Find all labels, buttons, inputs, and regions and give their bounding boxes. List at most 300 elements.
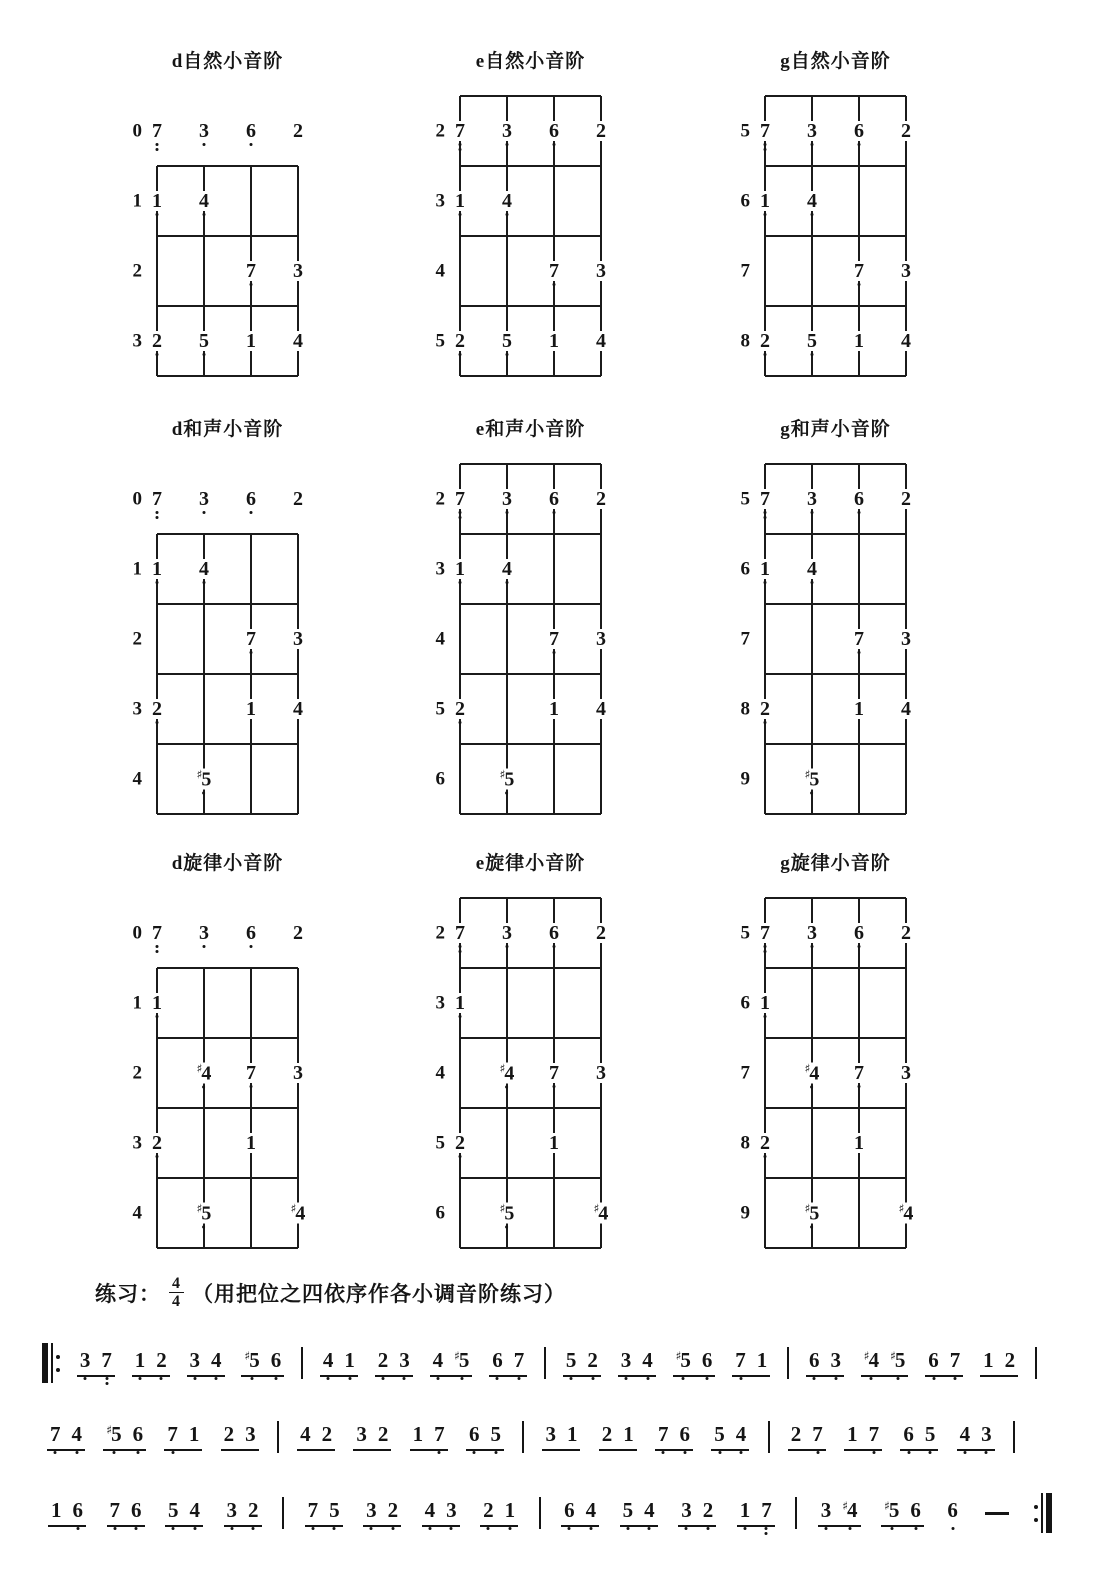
note-digit: 1 xyxy=(134,1347,146,1372)
octave-dots xyxy=(764,721,767,724)
exercise-heading xyxy=(95,1276,566,1310)
note-digit: 7 xyxy=(549,628,559,650)
octave-dots xyxy=(683,1451,686,1454)
scale-degree-note xyxy=(594,121,608,141)
position-label: 3 xyxy=(132,698,142,720)
note-digit: 4 xyxy=(585,1497,597,1522)
string-line xyxy=(811,464,813,814)
octave-dots xyxy=(517,1377,520,1380)
fret-line xyxy=(157,375,298,377)
jianpu-note xyxy=(399,1347,410,1372)
octave-dots xyxy=(156,945,159,953)
fret-line xyxy=(157,165,298,167)
note-digit: 2 xyxy=(601,1421,613,1446)
note-digit: 6 xyxy=(903,1421,914,1446)
octave-dot xyxy=(824,1527,827,1530)
scale-degree-note xyxy=(244,1133,258,1153)
octave-dot xyxy=(764,148,767,151)
octave-dot xyxy=(870,1377,873,1380)
octave-dots xyxy=(327,1377,330,1380)
octave-dot xyxy=(203,792,206,795)
note-digit: 5 xyxy=(565,1347,577,1372)
note-digit: 4 xyxy=(847,1497,858,1522)
octave-dots xyxy=(251,1377,254,1380)
barline xyxy=(1013,1421,1015,1453)
note-digit: 3 xyxy=(293,260,303,282)
position-label: 0 xyxy=(132,120,142,142)
position-label: 8 xyxy=(740,1132,750,1154)
octave-dot xyxy=(816,1451,819,1454)
notation-line xyxy=(42,1336,1037,1390)
octave-dot xyxy=(459,511,462,514)
jianpu-note xyxy=(248,1497,259,1522)
beam-group xyxy=(241,1347,284,1377)
note-digit: 7 xyxy=(735,1347,746,1372)
fret-line xyxy=(765,1247,906,1249)
beam-group xyxy=(678,1497,716,1527)
octave-dots xyxy=(203,353,206,356)
octave-dot xyxy=(764,1015,767,1018)
position-label: 3 xyxy=(132,1132,142,1154)
octave-dot xyxy=(459,721,462,724)
note-digit: 7 xyxy=(513,1347,525,1372)
octave-dots xyxy=(718,1451,721,1454)
jianpu-note xyxy=(928,1347,939,1372)
chart-title: g旋律小音阶 xyxy=(780,853,891,874)
octave-dot xyxy=(764,353,767,356)
scale-degree-note xyxy=(150,121,164,141)
scale-degree-note xyxy=(291,331,305,351)
scale-degree-note xyxy=(852,331,866,351)
position-label: 2 xyxy=(132,260,142,282)
octave-dot xyxy=(506,945,509,948)
octave-dot xyxy=(764,511,767,514)
octave-dot xyxy=(156,213,159,216)
jianpu-note xyxy=(564,1497,575,1522)
jianpu-note xyxy=(245,1421,256,1446)
note-digit: 1 xyxy=(623,1421,634,1446)
chart-title: d旋律小音阶 xyxy=(171,853,284,874)
scale-degree-note xyxy=(244,1063,258,1083)
position-label: 3 xyxy=(435,190,445,212)
octave-dots xyxy=(626,1527,629,1530)
scale-degree-note xyxy=(899,261,913,281)
octave-dot xyxy=(740,1451,743,1454)
fret-line xyxy=(460,1247,601,1249)
octave-dots xyxy=(985,1451,988,1454)
note-digit: 3 xyxy=(356,1421,367,1446)
jianpu-note xyxy=(739,1497,751,1522)
octave-dots xyxy=(459,581,462,584)
chart-title: e自然小音阶 xyxy=(475,51,586,72)
scale-chart xyxy=(112,50,312,392)
note-digit: 1 xyxy=(455,558,465,580)
scale-degree-note xyxy=(592,1203,611,1224)
beam-group xyxy=(737,1497,775,1527)
dash-extension xyxy=(985,1512,1009,1515)
scale-degree-note xyxy=(244,121,258,141)
octave-dots xyxy=(589,1527,592,1530)
octave-dots xyxy=(811,143,814,146)
octave-dot xyxy=(553,511,556,514)
note-digit: 6 xyxy=(564,1497,575,1522)
note-digit: 6 xyxy=(928,1347,939,1372)
scale-degree-note xyxy=(291,261,305,281)
octave-dot xyxy=(570,1377,573,1380)
jianpu-note xyxy=(226,1497,238,1522)
octave-dots xyxy=(156,143,159,151)
scale-degree-note xyxy=(453,559,467,579)
octave-dots xyxy=(105,1377,108,1385)
jianpu-note xyxy=(983,1347,994,1372)
repeat-thin-bar xyxy=(51,1343,53,1383)
octave-dots xyxy=(459,1015,462,1018)
jianpu-note xyxy=(79,1347,91,1372)
octave-dot xyxy=(813,1377,816,1380)
beam-group xyxy=(422,1497,460,1527)
note-digit: 3 xyxy=(981,1421,992,1446)
octave-dot xyxy=(811,143,814,146)
octave-dots xyxy=(682,1377,685,1380)
octave-dots xyxy=(625,1377,628,1380)
octave-dot xyxy=(203,143,206,146)
jianpu-note xyxy=(756,1347,768,1372)
scale-degree-note xyxy=(758,993,772,1013)
octave-dot xyxy=(156,353,159,356)
fret-line xyxy=(460,375,601,377)
scale-degree-note xyxy=(289,1203,308,1224)
sharp-sign: ♯ xyxy=(196,1061,203,1076)
position-label: 4 xyxy=(435,628,445,650)
beam-group xyxy=(480,1497,518,1527)
note-digit: 3 xyxy=(901,628,911,650)
scale-degree-note xyxy=(453,923,467,943)
octave-dot xyxy=(506,1226,509,1229)
octave-dot xyxy=(203,1086,206,1089)
note-digit: 2 xyxy=(702,1497,714,1522)
fret-line xyxy=(765,897,906,899)
note-digit: 3 xyxy=(199,488,209,510)
jianpu-note xyxy=(322,1347,334,1372)
note-digit: 2 xyxy=(760,330,770,352)
octave-dots xyxy=(252,1527,255,1530)
note-digit: 2 xyxy=(152,698,162,720)
position-label: 1 xyxy=(132,190,142,212)
repeat-dot xyxy=(1034,1505,1038,1509)
octave-dot xyxy=(84,1377,87,1380)
scale-degree-note xyxy=(805,331,819,351)
note-digit: 7 xyxy=(152,120,162,142)
note-digit: 7 xyxy=(434,1421,445,1446)
note-digit: 3 xyxy=(245,1421,256,1446)
jianpu-note xyxy=(566,1421,578,1446)
beam-group xyxy=(957,1421,995,1451)
octave-dot xyxy=(951,1527,954,1530)
note-digit: 3 xyxy=(502,120,512,142)
note-digit: 6 xyxy=(246,922,256,944)
octave-dots xyxy=(811,1086,814,1089)
scale-degree-note xyxy=(547,699,561,719)
note-digit: 1 xyxy=(756,1347,768,1372)
note-digit: 5 xyxy=(502,330,512,352)
octave-dot xyxy=(858,1085,861,1088)
octave-dots xyxy=(740,1451,743,1454)
octave-dot xyxy=(508,1527,511,1530)
octave-dots xyxy=(250,283,253,286)
note-digit: 7 xyxy=(152,922,162,944)
sharp-sign: ♯ xyxy=(804,1201,811,1216)
position-label: 9 xyxy=(740,1202,750,1224)
scale-degree-note xyxy=(547,261,561,281)
fretboard-diagram xyxy=(112,898,312,1264)
octave-dots xyxy=(764,1155,767,1158)
octave-dots xyxy=(646,1377,649,1380)
beam-group xyxy=(107,1497,145,1527)
octave-dot xyxy=(459,1155,462,1158)
repeat-thick-bar xyxy=(42,1343,48,1383)
position-label: 1 xyxy=(132,992,142,1014)
scale-degree-note xyxy=(500,559,514,579)
note-digit: 2 xyxy=(377,1421,389,1446)
octave-dots xyxy=(203,511,206,514)
octave-dot xyxy=(193,1527,196,1530)
octave-dot xyxy=(811,1086,814,1089)
scale-degree-note xyxy=(758,923,772,943)
barline xyxy=(787,1347,789,1379)
jianpu-note xyxy=(868,1421,880,1446)
scale-degree-note xyxy=(195,1203,214,1224)
octave-dots xyxy=(84,1377,87,1380)
octave-dots xyxy=(954,1377,957,1380)
position-label: 8 xyxy=(740,330,750,352)
octave-dots xyxy=(813,1377,816,1380)
fret-line xyxy=(765,603,906,605)
octave-dots xyxy=(459,1155,462,1158)
fret-line xyxy=(460,463,601,465)
note-digit: 4 xyxy=(199,558,209,580)
octave-dots xyxy=(834,1377,837,1380)
note-digit: 3 xyxy=(596,628,606,650)
scale-degree-note xyxy=(500,331,514,351)
octave-dot xyxy=(250,511,253,514)
octave-dot xyxy=(858,511,861,514)
jianpu-note xyxy=(565,1347,577,1372)
scale-degree-note xyxy=(899,699,913,719)
octave-dot xyxy=(685,1527,688,1530)
octave-dots xyxy=(811,792,814,795)
position-label: 5 xyxy=(435,1132,445,1154)
octave-dots xyxy=(506,945,509,948)
note-digit: 4 xyxy=(189,1497,201,1522)
scale-degree-note xyxy=(547,489,561,509)
jianpu-note xyxy=(820,1497,832,1522)
octave-dots xyxy=(76,1527,79,1530)
octave-dot xyxy=(250,945,253,948)
jianpu-note xyxy=(585,1497,597,1522)
octave-dot xyxy=(890,1527,893,1530)
position-label: 0 xyxy=(132,922,142,944)
scale-degree-note xyxy=(453,331,467,351)
octave-dot xyxy=(764,581,767,584)
note-digit: 3 xyxy=(293,1062,303,1084)
scale-degree-note xyxy=(805,191,819,211)
octave-dots xyxy=(171,1451,174,1454)
note-digit: 1 xyxy=(760,190,770,212)
fretboard-diagram xyxy=(415,898,615,1264)
octave-dots xyxy=(156,581,159,584)
barline xyxy=(795,1497,797,1529)
fret-line xyxy=(460,813,601,815)
note-digit: 7 xyxy=(246,1062,256,1084)
barline xyxy=(277,1421,279,1453)
octave-dots xyxy=(743,1527,746,1530)
jianpu-note xyxy=(434,1421,445,1446)
sharp-sign: ♯ xyxy=(106,1422,113,1437)
note-digit: 2 xyxy=(596,488,606,510)
jianpu-note xyxy=(714,1421,725,1446)
octave-dots xyxy=(870,1377,873,1380)
octave-dot xyxy=(764,945,767,948)
scale-degree-note xyxy=(852,629,866,649)
octave-dot xyxy=(834,1377,837,1380)
octave-dot xyxy=(553,651,556,654)
position-label: 7 xyxy=(740,1062,750,1084)
jianpu-note xyxy=(356,1421,367,1446)
sharp-sign: ♯ xyxy=(804,767,811,782)
note-digit: 4 xyxy=(596,330,606,352)
octave-dot xyxy=(553,283,556,286)
note-digit: 2 xyxy=(455,1132,465,1154)
sharp-sign: ♯ xyxy=(842,1498,849,1513)
octave-dots xyxy=(156,721,159,724)
note-digit: 4 xyxy=(868,1347,880,1372)
octave-dot xyxy=(459,213,462,216)
octave-dots xyxy=(203,792,206,795)
octave-dots xyxy=(706,1377,709,1380)
scale-degree-note xyxy=(852,121,866,141)
jianpu-note xyxy=(131,1497,142,1522)
octave-dot xyxy=(156,1155,159,1158)
octave-dot xyxy=(648,1527,651,1530)
octave-dot xyxy=(764,721,767,724)
octave-dot xyxy=(811,213,814,216)
note-digit: 6 xyxy=(468,1421,480,1446)
beam-group xyxy=(881,1497,924,1527)
octave-dots xyxy=(858,511,861,514)
position-label: 3 xyxy=(132,330,142,352)
note-digit: 1 xyxy=(739,1497,751,1522)
string-line xyxy=(506,464,508,814)
jianpu-note xyxy=(188,1421,200,1446)
octave-dot xyxy=(646,1377,649,1380)
octave-dot xyxy=(568,1527,571,1530)
note-digit: 5 xyxy=(249,1347,260,1372)
octave-dot xyxy=(156,143,159,146)
scale-degree-note xyxy=(244,629,258,649)
jianpu-note xyxy=(623,1421,634,1446)
jianpu-note xyxy=(329,1497,340,1522)
fret-line xyxy=(460,603,601,605)
octave-dots xyxy=(459,945,462,953)
fretboard-diagram xyxy=(720,898,920,1264)
note-digit: 4 xyxy=(504,1062,515,1085)
note-digit: 2 xyxy=(455,330,465,352)
note-digit: 6 xyxy=(131,1497,142,1522)
note-digit: 2 xyxy=(293,922,303,944)
position-label: 5 xyxy=(740,120,750,142)
octave-dots xyxy=(203,1226,206,1229)
note-digit: 1 xyxy=(760,558,770,580)
octave-dot xyxy=(459,353,462,356)
barline xyxy=(301,1347,303,1379)
note-digit: 5 xyxy=(924,1421,936,1446)
scale-degree-note xyxy=(805,489,819,509)
note-digit: 5 xyxy=(199,330,209,352)
octave-dots xyxy=(250,945,253,948)
octave-dots xyxy=(929,1451,932,1454)
note-digit: 2 xyxy=(223,1421,235,1446)
note-digit: 1 xyxy=(152,190,162,212)
note-digit: 2 xyxy=(321,1421,333,1446)
sharp-sign: ♯ xyxy=(196,1201,203,1216)
octave-dot xyxy=(811,945,814,948)
octave-dot xyxy=(914,1527,917,1530)
octave-dots xyxy=(381,1377,384,1380)
octave-dot xyxy=(858,651,861,654)
note-digit: 4 xyxy=(903,1202,914,1225)
scale-degree-note xyxy=(197,559,211,579)
note-digit: 1 xyxy=(455,190,465,212)
octave-dot xyxy=(112,1451,115,1454)
jianpu-note xyxy=(446,1497,457,1522)
jianpu-note xyxy=(344,1347,355,1372)
beam-group xyxy=(818,1497,861,1527)
scale-degree-note xyxy=(197,923,211,943)
octave-dots xyxy=(685,1527,688,1530)
octave-dot xyxy=(105,1382,108,1385)
scale-chart xyxy=(415,50,615,392)
chart-title: g和声小音阶 xyxy=(780,419,891,440)
note-digit: 6 xyxy=(679,1421,690,1446)
octave-dots xyxy=(436,1377,439,1380)
fret-line xyxy=(157,1177,298,1179)
jianpu-note xyxy=(947,1497,958,1522)
jianpu-note xyxy=(101,1347,112,1372)
note-digit: 3 xyxy=(807,922,817,944)
jianpu-note xyxy=(454,1347,470,1372)
position-label: 4 xyxy=(132,768,142,790)
octave-dots xyxy=(816,1451,819,1454)
scale-degree-note xyxy=(150,1133,164,1153)
note-digit: 6 xyxy=(246,488,256,510)
scale-degree-note xyxy=(899,1063,913,1083)
jianpu-note xyxy=(377,1421,389,1446)
octave-dots xyxy=(553,945,556,948)
note-digit: 4 xyxy=(432,1347,444,1372)
fretboard-diagram xyxy=(415,96,615,392)
beam-group xyxy=(711,1421,749,1451)
note-digit: 6 xyxy=(910,1497,921,1522)
repeat-dots xyxy=(56,1355,60,1372)
scale-degree-note xyxy=(852,489,866,509)
octave-dot xyxy=(963,1451,966,1454)
octave-dots xyxy=(193,1527,196,1530)
chart-title: g自然小音阶 xyxy=(780,51,891,72)
position-label: 3 xyxy=(435,558,445,580)
octave-dots xyxy=(591,1377,594,1380)
position-label: 5 xyxy=(435,698,445,720)
beam-group xyxy=(489,1347,527,1377)
